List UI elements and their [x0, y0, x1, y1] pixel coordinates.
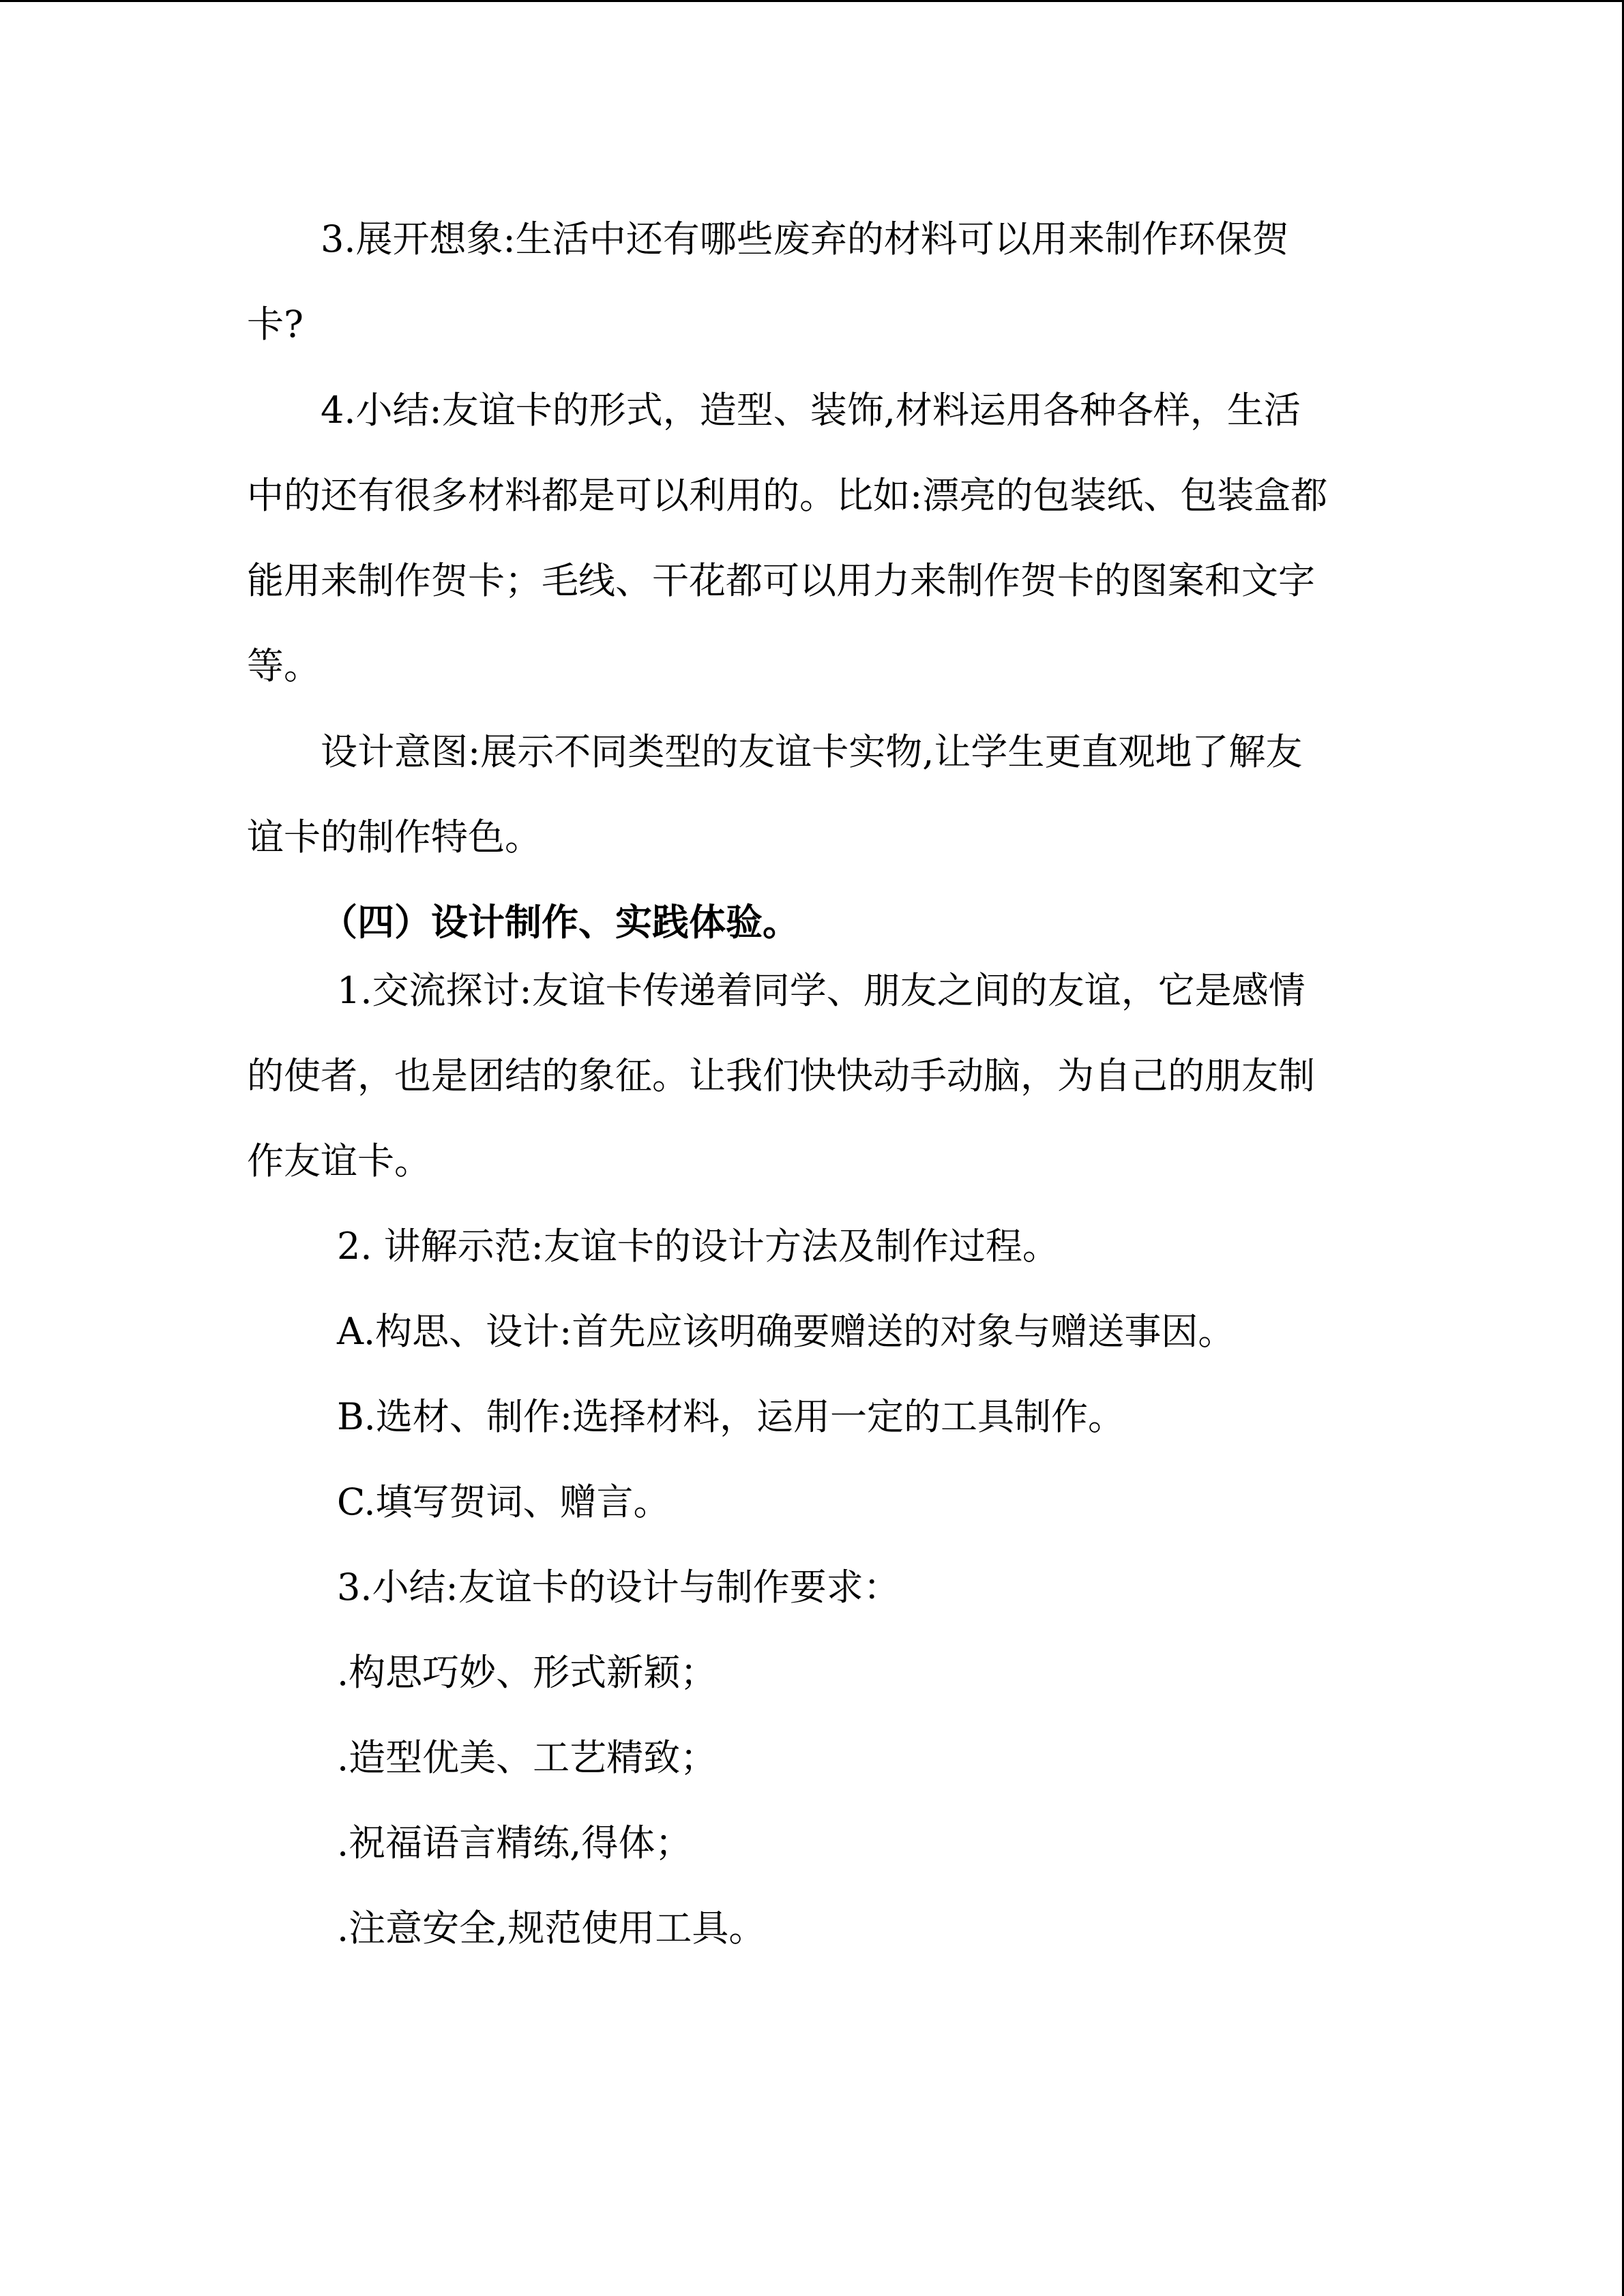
paragraph-line: 能用来制作贺卡；毛线、干花都可以用力来制作贺卡的图案和文字 — [247, 559, 1315, 602]
paragraph-line: 设计意图:展示不同类型的友谊卡实物,让学生更直观地了解友 — [321, 730, 1303, 773]
paragraph-line: 谊卡的制作特色。 — [247, 816, 542, 859]
list-item: .注意安全,规范使用工具。 — [337, 1907, 766, 1950]
paragraph-line: 中的还有很多材料都是可以利用的。比如:漂亮的包装纸、包装盒都 — [247, 474, 1328, 517]
paragraph-line: C.填写贺词、赠言。 — [337, 1480, 670, 1523]
paragraph-line: 的使者，也是团结的象征。让我们快快动手动脑，为自己的朋友制 — [247, 1054, 1315, 1097]
paragraph-line: 4.小结:友谊卡的形式，造型、装饰,材料运用各种各样，生活 — [321, 389, 1301, 432]
list-item: .祝福语言精练,得体； — [337, 1821, 692, 1864]
paragraph-line: 等。 — [247, 644, 321, 687]
list-item: .构思巧妙、形式新颖； — [337, 1651, 718, 1694]
paragraph-line: 2. 讲解示范:友谊卡的设计方法及制作过程。 — [337, 1225, 1059, 1268]
paragraph-line: 作友谊卡。 — [247, 1139, 431, 1182]
paragraph-line: 卡? — [247, 303, 304, 346]
paragraph-line: 3.展开想象:生活中还有哪些废弃的材料可以用来制作环保贺 — [321, 218, 1289, 260]
paragraph-line: A.构思、设计:首先应该明确要赠送的对象与赠送事因。 — [337, 1310, 1235, 1353]
section-heading: （四）设计制作、实践体验。 — [321, 901, 799, 944]
list-item: .造型优美、工艺精致； — [337, 1736, 718, 1779]
paragraph-line: 1.交流探讨:友谊卡传递着同学、朋友之间的友谊，它是感情 — [337, 969, 1305, 1012]
paragraph-line: B.选材、制作:选择材料，运用一定的工具制作。 — [337, 1395, 1125, 1438]
paragraph-line: 3.小结:友谊卡的设计与制作要求： — [337, 1566, 900, 1609]
